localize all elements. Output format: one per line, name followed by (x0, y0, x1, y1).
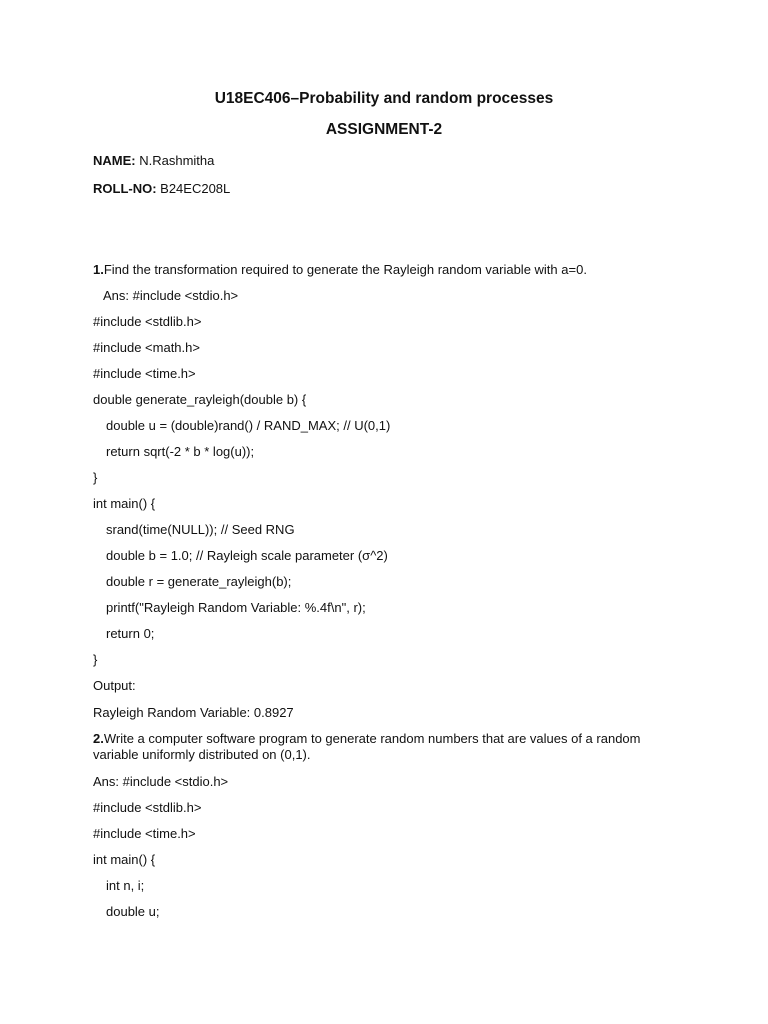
code-line: double r = generate_rayleigh(b); (106, 574, 292, 589)
code-line: double b = 1.0; // Rayleigh scale parameter (σ^2) (106, 548, 388, 563)
output-label: Output: (93, 678, 136, 693)
code-line: } (93, 470, 98, 485)
code-line: return 0; (106, 626, 155, 641)
code-line: double u; (106, 904, 160, 919)
code-line: return sqrt(-2 * b * log(u)); (106, 444, 255, 459)
name-value: N.Rashmitha (135, 153, 215, 168)
course-title: U18EC406–Probability and random processes (214, 90, 554, 107)
question-2-number: 2. (93, 731, 104, 746)
code-line: } (93, 652, 98, 667)
code-line: #include <time.h> (93, 826, 196, 841)
code-line: int main() { (93, 496, 156, 511)
code-line: #include <math.h> (93, 340, 200, 355)
code-line: int main() { (93, 852, 156, 867)
question-1-text: Find the transformation required to generate the Rayleigh random variable with a=0. (103, 262, 587, 277)
code-line: double generate_rayleigh(double b) { (93, 392, 307, 407)
code-line: printf("Rayleigh Random Variable: %.4f\n", r); (106, 600, 366, 615)
roll-label: ROLL-NO: (93, 181, 157, 196)
roll-number (93, 181, 230, 197)
code-line: Ans: #include <stdio.h> (93, 774, 229, 789)
question-1-number: 1. (93, 262, 104, 277)
assignment-title: ASSIGNMENT-2 (325, 121, 443, 138)
output-value: Rayleigh Random Variable: 0.8927 (93, 705, 294, 720)
code-line: #include <stdlib.h> (93, 800, 202, 815)
name-label: NAME: (93, 153, 136, 168)
question-1 (93, 262, 587, 278)
code-line: int n, i; (106, 878, 145, 893)
roll-value: B24EC208L (156, 181, 231, 196)
question-2-text: Write a computer software program to generate random numbers that are values of a random variable uniformly distributed on (0,1). (93, 731, 641, 762)
code-line: #include <stdlib.h> (93, 314, 202, 329)
code-line: srand(time(NULL)); // Seed RNG (106, 522, 295, 537)
student-name (93, 153, 214, 169)
code-line: double u = (double)rand() / RAND_MAX; // U(0,1) (106, 418, 391, 433)
code-line: Ans: #include <stdio.h> (103, 288, 239, 303)
question-2 (93, 731, 653, 763)
code-line: #include <time.h> (93, 366, 196, 381)
